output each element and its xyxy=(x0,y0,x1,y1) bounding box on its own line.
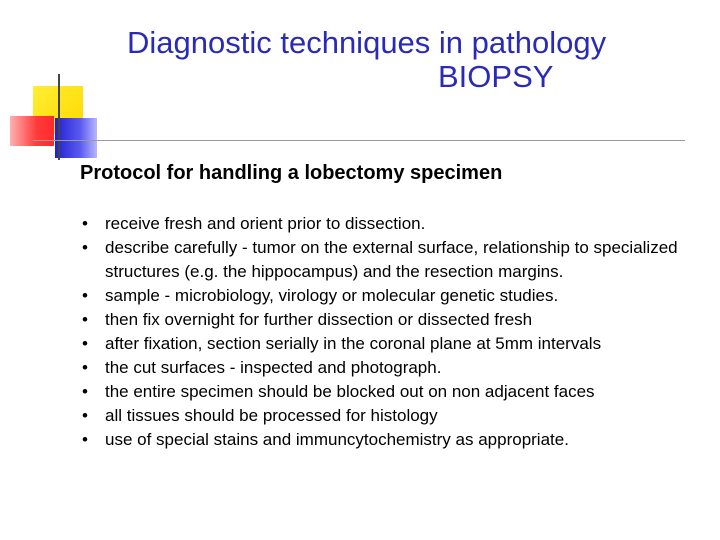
list-item xyxy=(78,308,708,332)
slide-title-line-1: Diagnostic techniques in pathology xyxy=(127,25,607,60)
list-item-text: describe carefully - tumor on the external surface, relationship to specialized structures (e.g. the hippocampus) and the resection margins. xyxy=(105,238,678,281)
bullet-list xyxy=(78,212,708,452)
list-item-text: use of special stains and immuncytochemistry as appropriate. xyxy=(105,430,569,449)
title-divider-line xyxy=(33,140,685,141)
bullet-icon: • xyxy=(82,238,88,257)
bullet-icon: • xyxy=(82,358,88,377)
list-item xyxy=(78,284,708,308)
list-item xyxy=(78,212,708,236)
bullet-icon: • xyxy=(82,430,88,449)
list-item xyxy=(78,380,708,404)
list-item-text: all tissues should be processed for histology xyxy=(105,406,438,425)
list-item xyxy=(78,404,708,428)
section-heading: Protocol for handling a lobectomy specimen xyxy=(80,162,503,184)
decorative-blue-square xyxy=(55,118,97,158)
decorative-red-square xyxy=(10,116,54,146)
list-item xyxy=(78,236,708,284)
list-item-text: sample - microbiology, virology or molecular genetic studies. xyxy=(105,286,559,305)
list-item xyxy=(78,332,708,356)
bullet-icon: • xyxy=(82,286,88,305)
list-item xyxy=(78,428,708,452)
bullet-icon: • xyxy=(82,406,88,425)
list-item-text: then fix overnight for further dissection or dissected fresh xyxy=(105,310,533,329)
list-item-text: the cut surfaces - inspected and photograph. xyxy=(105,358,442,377)
slide-title xyxy=(0,26,720,94)
bullet-icon: • xyxy=(82,214,88,233)
slide-title-line-2: BIOPSY xyxy=(438,59,554,94)
list-item-text: after fixation, section serially in the coronal plane at 5mm intervals xyxy=(105,334,602,353)
bullet-icon: • xyxy=(82,382,88,401)
bullet-icon: • xyxy=(82,334,88,353)
list-item-text: the entire specimen should be blocked out on non adjacent faces xyxy=(105,382,595,401)
list-item-text: receive fresh and orient prior to dissection. xyxy=(105,214,426,233)
bullet-icon: • xyxy=(82,310,88,329)
list-item xyxy=(78,356,708,380)
